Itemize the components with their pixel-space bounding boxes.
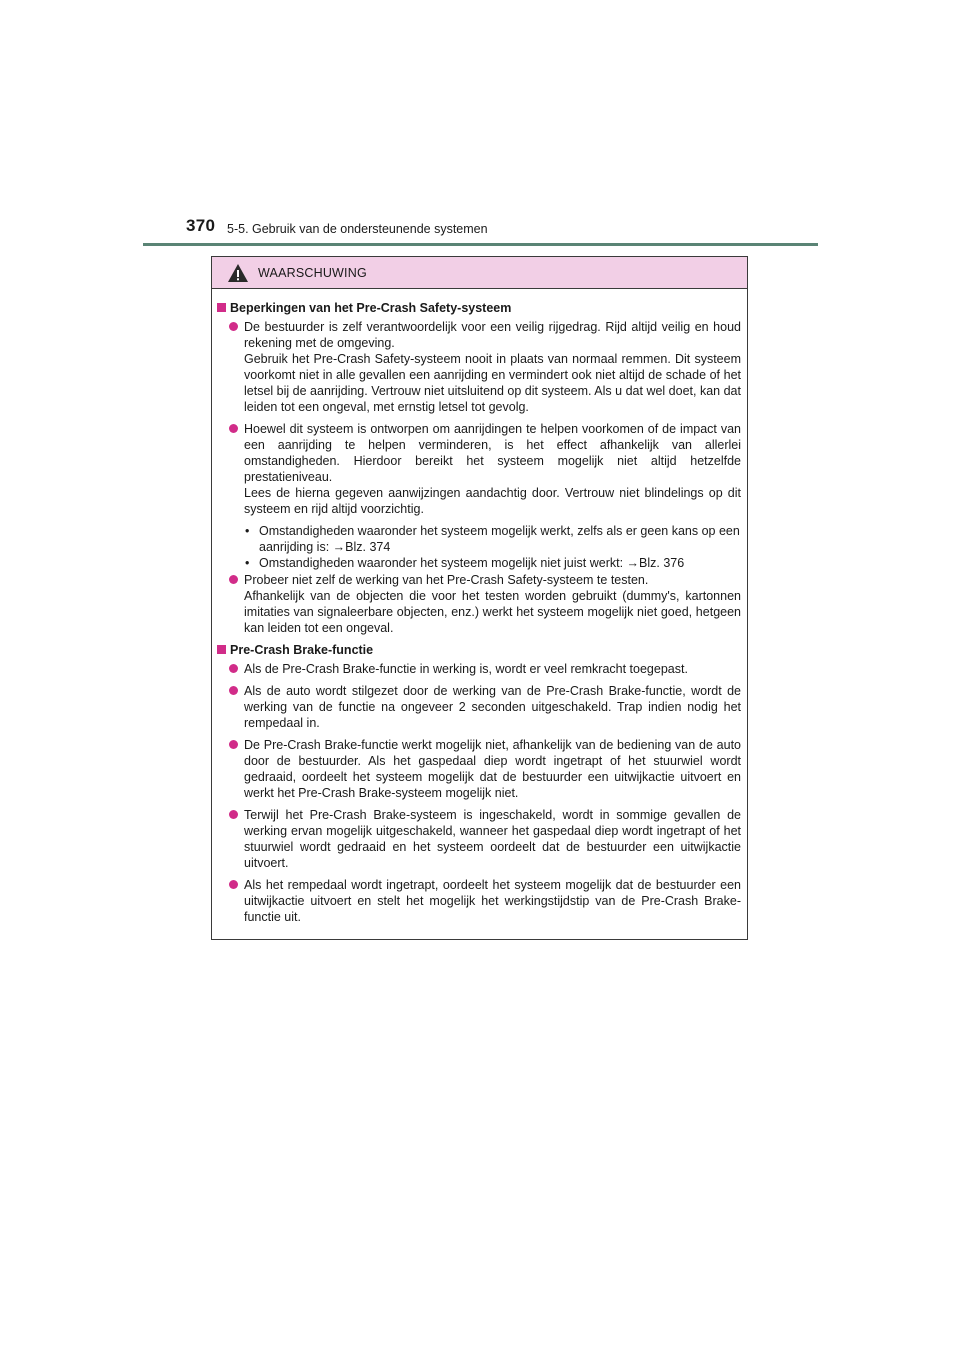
section-heading-text: Pre-Crash Brake-functie — [230, 643, 374, 657]
paragraph: Hoewel dit systeem is ontworpen om aanrijdingen te helpen voorkomen of de impact van een aanrijding te helpen verminderen, is het effect afhankelijk van allerlei omstandigheden. Hierdoor bereikt het systeem mogelijk niet altijd hetzelfde prestatieniveau. — [244, 422, 741, 484]
paragraph: De bestuurder is zelf verantwoordelijk voor een veilig rijgedrag. Rijd altijd veilig en houd rekening met de omgeving. — [244, 320, 741, 350]
circle-bullet-icon — [229, 424, 238, 433]
warning-header — [212, 257, 747, 289]
section-heading-text: Beperkingen van het Pre-Crash Safety-systeem — [230, 301, 512, 315]
item-text: De Pre-Crash Brake-functie werkt mogelijk niet, afhankelijk van de bediening van de auto door de bestuurder. Als het gaspedaal diep wordt ingetrapt of het stuurwiel wordt gedraaid, oordeelt het systeem mogelijk dat de bestuurder een uitwijkactie uitvoert en werkt het Pre-Crash Brake-systeem mogelijk niet. — [244, 738, 741, 800]
square-bullet-icon — [217, 645, 226, 654]
item-text: Als het rempedaal wordt ingetrapt, oordeelt het systeem mogelijk dat de bestuurder een uitwijkactie uitvoert en stelt het mogelijk het werkingstijdstip van de Pre-Crash Brake-functie uit. — [244, 878, 741, 924]
circle-bullet-icon — [229, 810, 238, 819]
circle-bullet-icon — [229, 880, 238, 889]
page-number: 370 — [186, 216, 216, 235]
warning-triangle-icon — [227, 263, 249, 283]
sub-item-text: Omstandigheden waaronder het systeem mogelijk niet juist werkt: →Blz. 376 — [259, 556, 685, 570]
list-item — [217, 421, 741, 517]
section-heading — [217, 642, 741, 658]
list-item — [217, 737, 741, 801]
warning-title: WAARSCHUWING — [258, 265, 367, 280]
list-item — [217, 319, 741, 415]
circle-bullet-icon — [229, 740, 238, 749]
paragraph: Probeer niet zelf de werking van het Pre-Crash Safety-systeem te testen. — [244, 573, 649, 587]
list-item — [217, 661, 741, 677]
section-heading — [217, 300, 741, 316]
paragraph: Gebruik het Pre-Crash Safety-systeem nooit in plaats van normaal remmen. Dit systeem voorkomt niet in alle gevallen een aanrijding en vermindert ook niet altijd de schade of het letsel bij de aanrijding. Vertrouw niet uitsluitend op dit systeem. Als u dat wel doet, kan dat leiden tot een ongeval, met ernstig letsel tot gevolg. — [244, 352, 741, 414]
item-text: Als de Pre-Crash Brake-functie in werking is, wordt er veel remkracht toegepast. — [244, 662, 688, 676]
warning-body — [212, 289, 747, 925]
circle-bullet-icon — [229, 686, 238, 695]
small-bullet-icon: • — [245, 524, 250, 538]
paragraph: Afhankelijk van de objecten die voor het testen worden gebruikt (dummy's, kartonnen imitaties van signaleerbare objecten, enz.) werkt het systeem mogelijk niet goed, hetgeen kan leiden tot een ongeval. — [244, 589, 741, 635]
sub-list-item — [217, 523, 741, 555]
sub-list-item — [217, 555, 741, 571]
item-text: Als de auto wordt stilgezet door de werking van de Pre-Crash Brake-functie, wordt de werking van de functie na ongeveer 2 seconden uitgeschakeld. Trap indien nodig het rempedaal in. — [244, 684, 741, 730]
circle-bullet-icon — [229, 575, 238, 584]
paragraph: Lees de hierna gegeven aanwijzingen aandachtig door. Vertrouw niet blindelings op dit systeem en rijd altijd voorzichtig. — [244, 486, 741, 516]
item-text: Terwijl het Pre-Crash Brake-systeem is ingeschakeld, wordt in sommige gevallen de werking ervan mogelijk uitgeschakeld, wanneer het gaspedaal diep wordt ingetrapt of het stuurwiel wordt gedraaid en het systeem oordeelt dat de bestuurder een uitwijkactie uitvoert. — [244, 808, 741, 870]
list-item — [217, 683, 741, 731]
sub-item-text: Omstandigheden waaronder het systeem mogelijk werkt, zelfs als er geen kans op een aanrijding is: →Blz. 374 — [259, 524, 740, 554]
section-title: 5-5. Gebruik van de ondersteunende systemen — [227, 222, 488, 236]
small-bullet-icon: • — [245, 556, 250, 570]
circle-bullet-icon — [229, 322, 238, 331]
header-rule — [143, 243, 818, 246]
square-bullet-icon — [217, 303, 226, 312]
list-item — [217, 877, 741, 925]
circle-bullet-icon — [229, 664, 238, 673]
list-item — [217, 572, 741, 636]
warning-box — [211, 256, 748, 940]
list-item — [217, 807, 741, 871]
